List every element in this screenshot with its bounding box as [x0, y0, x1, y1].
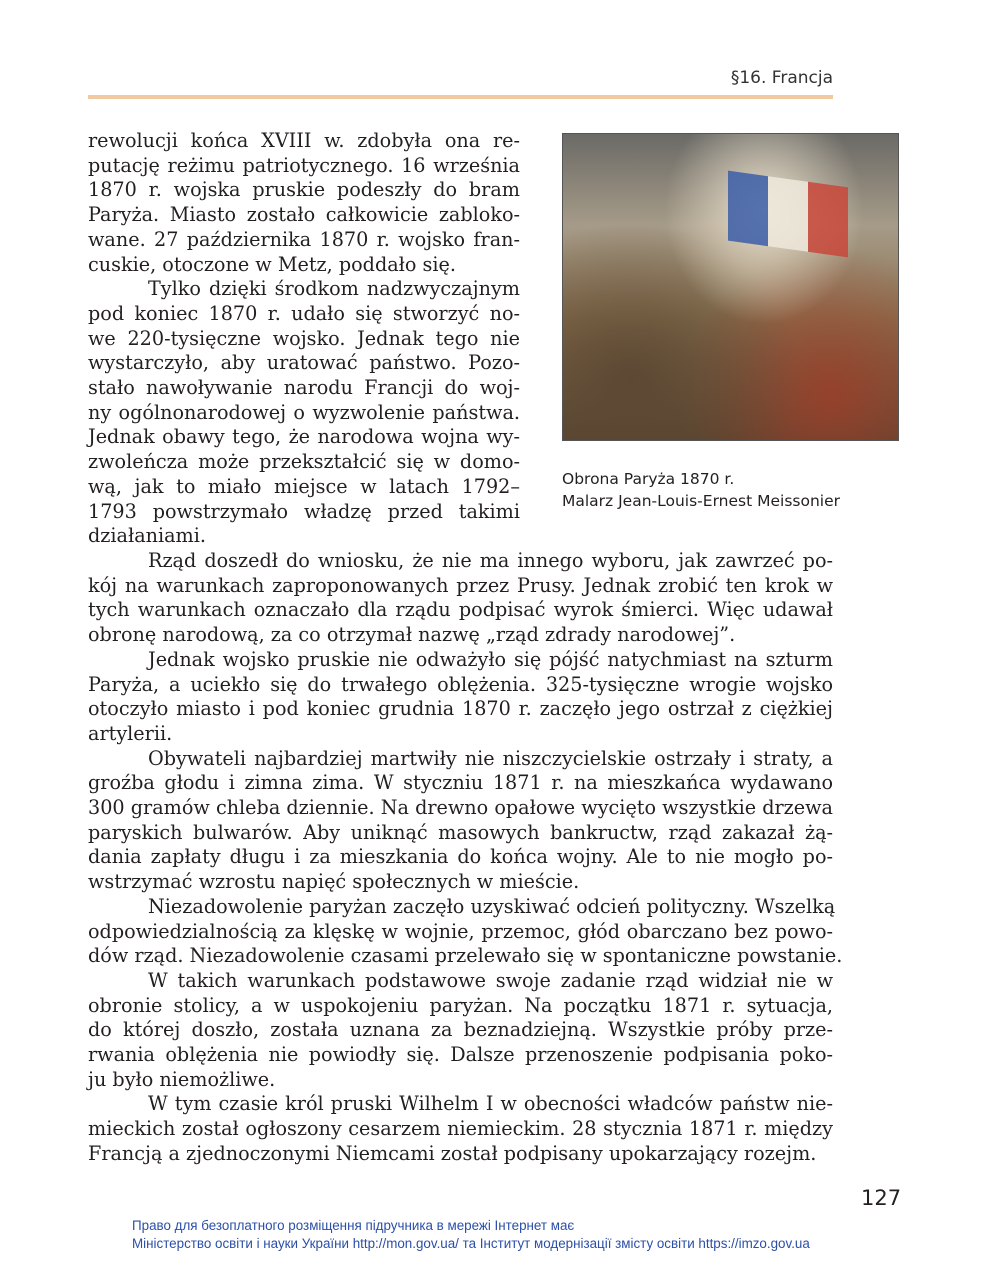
- text-line: pod koniec 1870 r. udało się stworzyć no-: [88, 301, 520, 325]
- text-line: wystarczyło, aby uratować państwo. Pozo-: [88, 351, 520, 375]
- section-title: §16. Francja: [730, 68, 833, 88]
- text-line: ny ogólnonarodowej o wyzwolenie państwa.: [88, 400, 520, 424]
- text-line: stało nawoływanie narodu Francji do woj-: [88, 376, 520, 399]
- text-line: wstrzymać wzrostu napięć społecznych w mieście.: [88, 870, 580, 894]
- text-line: 300 gramów chleba dziennie. Na drewno opałowe wycięto wszystkie drzewa: [88, 796, 833, 819]
- text-line: Niezadowolenie paryżan zaczęło uzyskiwać odcień polityczny. Wszelką: [148, 894, 836, 918]
- text-line: Rząd doszedł do wniosku, że nie ma innego wyboru, jak zawrzeć po-: [148, 549, 833, 572]
- text-line: wane. 27 października 1870 r. wojsko fran-: [88, 227, 520, 251]
- header-divider: [88, 95, 833, 99]
- footer-license-line-2: Міністерство освіти і науки України http://mon.gov.ua/ та Інститут модернізації змісту освіти https://imzo.gov.ua: [132, 1236, 810, 1251]
- text-line: ju było niemożliwe.: [88, 1067, 276, 1091]
- text-line: 1870 r. wojska pruskie podeszły do bram: [88, 178, 520, 202]
- text-line: zwoleńcza może przekształcić się w domo-: [88, 450, 520, 474]
- text-line: artylerii.: [88, 721, 173, 745]
- text-line: W tym czasie król pruski Wilhelm I w obecności władców państw nie-: [148, 1092, 833, 1116]
- text-line: rewolucji końca XVIII w. zdobyła ona re-: [88, 129, 520, 152]
- text-line: putację reżimu patriotycznego. 16 września: [88, 153, 520, 177]
- text-line: otoczyło miasto i pod koniec grudnia 1870 r. zaczęło jego ostrzał z ciężkiej: [88, 697, 833, 721]
- footer-license-line-1: Право для безоплатного розміщення підручника в мережі Інтернет має: [132, 1218, 575, 1233]
- text-line: tych warunkach oznaczało dla rządu podpisać wyrok śmierci. Więc udawał: [88, 598, 833, 622]
- text-line: wą, jak to miało miejsce w latach 1792–: [88, 474, 520, 498]
- text-line: do której doszło, została uznana za beznadziejną. Wszystkie próby prze-: [88, 1018, 833, 1042]
- text-line: odpowiedzialnością za klęskę w wojnie, przemoc, głód obarczano bez powo-: [88, 919, 833, 943]
- text-line: W takich warunkach podstawowe swoje zadanie rząd widział nie w: [148, 968, 833, 992]
- painting-image: [562, 133, 899, 441]
- figure-caption-title: Obrona Paryża 1870 r.: [562, 470, 735, 488]
- text-line: obronie stolicy, a w uspokojeniu paryżan. Na początku 1871 r. sytuacja,: [88, 993, 833, 1017]
- figure-caption-author: Malarz Jean-Louis-Ernest Meissonier: [562, 492, 841, 510]
- text-line: obronę narodową, za co otrzymał nazwę „rząd zdrady narodowej”.: [88, 623, 736, 647]
- text-line: 1793 powstrzymało władzę przed takimi: [88, 499, 520, 523]
- text-line: paryskich bulwarów. Aby uniknąć masowych bankructw, rząd zakazał żą-: [88, 820, 833, 844]
- text-line: mieckich został ogłoszony cesarzem niemieckim. 28 stycznia 1871 r. między: [88, 1117, 833, 1141]
- text-line: dania zapłaty długu i za mieszkania do końca wojny. Ale to nie mogło po-: [88, 845, 833, 869]
- text-line: Jednak wojsko pruskie nie odważyło się pójść natychmiast na szturm: [148, 647, 833, 671]
- text-line: Obywateli najbardziej martwiły nie niszczycielskie ostrzały i straty, a: [148, 746, 833, 770]
- text-line: we 220-tysięczne wojsko. Jednak tego nie: [88, 326, 520, 350]
- text-line: cuskie, otoczone w Metz, poddało się.: [88, 252, 456, 276]
- text-line: działaniami.: [88, 524, 206, 548]
- page-number: 127: [861, 1186, 902, 1210]
- text-line: kój na warunkach zaproponowanych przez Prusy. Jednak zrobić ten krok w: [88, 573, 833, 597]
- text-line: Francją a zjednoczonymi Niemcami został podpisany upokarzający rozejm.: [88, 1141, 817, 1165]
- text-line: Paryża, a uciekło się do trwałego oblężenia. 325-tysięczne wrogie wojsko: [88, 672, 833, 696]
- text-line: rwania oblężenia nie powiodły się. Dalsze przenoszenie podpisania poko-: [88, 1043, 833, 1066]
- text-line: Jednak obawy tego, że narodowa wojna wy-: [88, 425, 520, 449]
- text-line: Paryża. Miasto zostało całkowicie zabloko-: [88, 203, 520, 227]
- text-line: groźba głodu i zimna zima. W styczniu 1871 r. na mieszkańca wydawano: [88, 771, 833, 795]
- french-flag-detail: [728, 171, 848, 258]
- text-line: dów rząd. Niezadowolenie czasami przelewało się w spontaniczne powstanie.: [88, 944, 843, 968]
- text-line: Tylko dzięki środkom nadzwyczajnym: [148, 277, 520, 301]
